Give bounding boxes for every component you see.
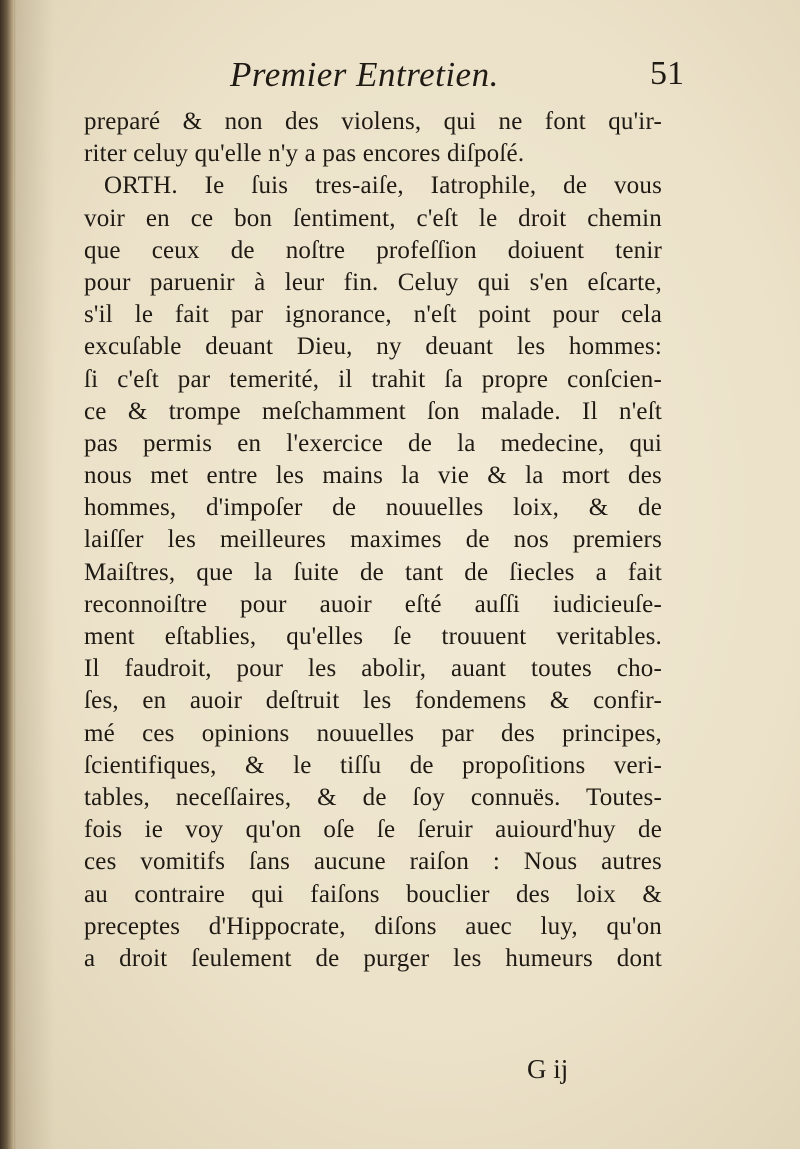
text-line: ſes, en auoir deſtruit les fondemens & confir- <box>84 687 662 715</box>
text-line: pas permis en l'exercice de la medecine, qui <box>84 429 662 457</box>
text-line: que ceux de noſtre profeſſion doiuent tenir <box>84 236 662 264</box>
text-line: voir en ce bon ſentiment, c'eſt le droit chemin <box>84 204 662 232</box>
text-line-speaker: ORTH. Ie ſuis tres-aiſe, Iatrophile, de vous <box>104 172 662 200</box>
page-header <box>84 55 684 105</box>
gutter-shadow <box>14 0 54 1149</box>
text-line: hommes, d'impoſer de nouuelles loix, & de <box>84 494 662 522</box>
text-line: laiſſer les meilleures maximes de nos premiers <box>84 526 662 554</box>
text-line: ce & trompe meſchamment ſon malade. Il n'eſt <box>84 397 662 425</box>
text-line: ſi c'eſt par temerité, il trahit ſa propre conſcien- <box>84 365 662 393</box>
text-line: mé ces opinions nouuelles par des principes, <box>84 719 662 747</box>
text-line: excuſable deuant Dieu, ny deuant les hommes: <box>84 333 662 361</box>
text-line: s'il le fait par ignorance, n'eſt point pour cela <box>84 301 662 329</box>
text-line: riter celuy qu'elle n'y a pas encores diſpoſé. <box>84 140 525 168</box>
text-line: preceptes d'Hippocrate, diſons auec luy, qu'on <box>84 912 662 940</box>
page-number: 51 <box>650 55 684 92</box>
text-line: a droit ſeulement de purger les humeurs dont <box>84 944 662 972</box>
body-text <box>84 106 662 975</box>
signature-mark: G ij <box>527 1054 569 1084</box>
text-line: ces vomitifs ſans aucune raiſon : Nous autres <box>84 848 662 876</box>
running-title: Premier Entretien. <box>230 55 499 94</box>
text-line: ſcientifiques, & le tiſſu de propoſitions veri- <box>84 751 662 779</box>
text-line: pour paruenir à leur fin. Celuy qui s'en eſcarte, <box>84 268 662 296</box>
text-line: au contraire qui faiſons bouclier des loix & <box>84 880 662 908</box>
text-line: tables, neceſſaires, & de ſoy connuës. Toutes- <box>84 783 662 811</box>
text-line: preparé & non des violens, qui ne font qu'ir- <box>84 108 662 135</box>
text-line: reconnoiſtre pour auoir eſté auſſi iudicieuſe- <box>84 590 662 618</box>
text-line: fois ie voy qu'on oſe ſe ſeruir auiourd'huy de <box>84 816 662 844</box>
text-line: ment eſtablies, qu'elles ſe trouuent veritables. <box>84 623 662 650</box>
text-line: Maiſtres, que la ſuite de tant de ſiecles a fait <box>84 558 662 586</box>
text-line: Il faudroit, pour les abolir, auant toutes cho- <box>84 655 662 683</box>
text-line: nous met entre les mains la vie & la mort des <box>84 462 662 490</box>
